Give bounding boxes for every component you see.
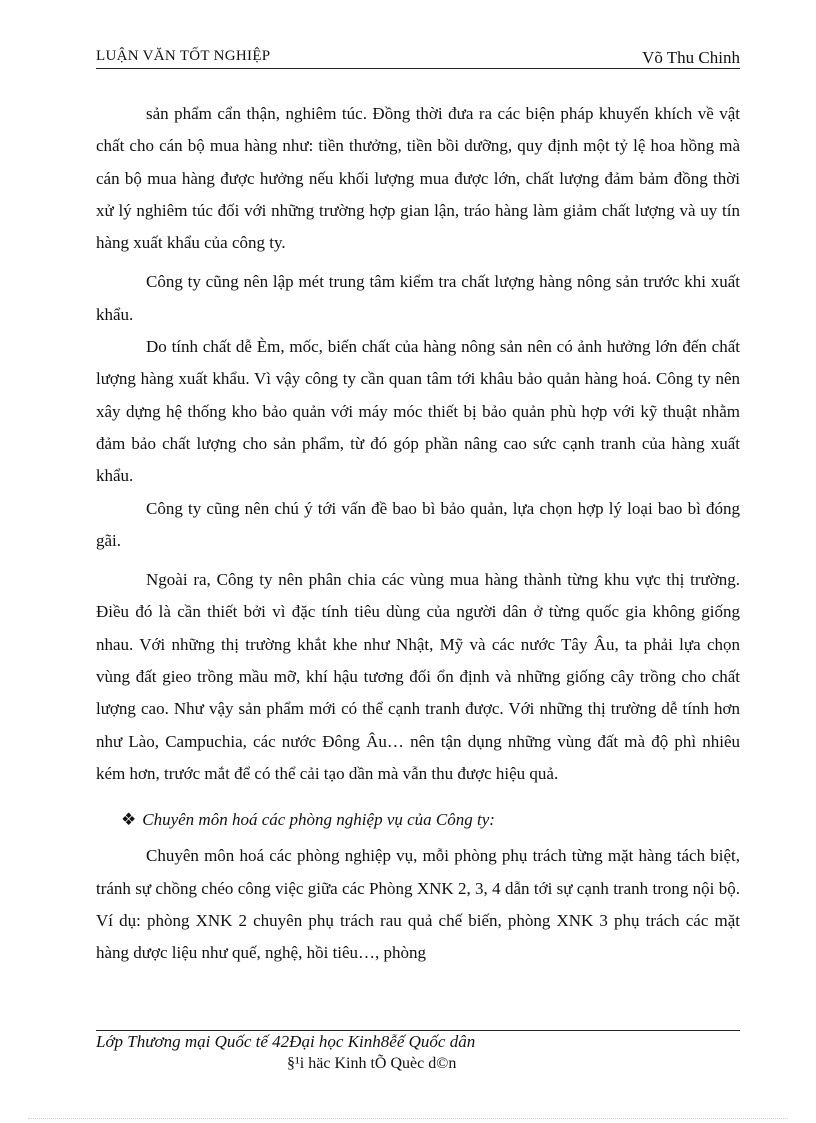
paragraph-purchasing-staff: sản phẩm cẩn thận, nghiêm túc. Đồng thời đưa ra các biện pháp khuyến khích về vật chất cho cán bộ mua hàng như: tiền thưởng, tiền bồi dưỡng, quy định một tỷ lệ hoa hồng mà cán bộ mua hàng được hưởng nếu khối lượng mua được lớn, chất lượng đảm bảm đồng thời xử lý nghiêm túc đối với những trường hợp gian lận, tráo hàng làm giảm chất lượng và uy tín hàng xuất khẩu của công ty. (96, 104, 740, 253)
page-bottom-edge (28, 1118, 788, 1119)
diamond-bullet-icon: ❖ (121, 810, 137, 830)
footer-class-line: Lớp Thương mại Quốc tế 42Đại học Kinh8ễế Quốc dân (96, 1032, 476, 1051)
paragraph-packaging: Công ty cũng nên chú ý tới vấn đề bao bì bảo quản, lựa chọn hợp lý loại bao bì đóng gãi. (96, 498, 740, 550)
footer-divider (96, 1030, 740, 1031)
footer-university-garbled: §¹i häc Kinh tÕ Quèc d©n (287, 1055, 457, 1072)
paragraph-quality-center: Công ty cũng nên lập mét trung tâm kiểm tra chất lượng hàng nông sản trước khi xuất khẩu. (96, 272, 740, 324)
header-thesis-title: LUẬN VĂN TỐT NGHIỆP (96, 48, 271, 64)
header-author-name: Võ Thu Chinh (642, 48, 740, 67)
paragraph-storage: Do tính chất dễ Èm, mốc, biến chất của hàng nông sản nên có ảnh hưởng lớn đến chất lượng hàng xuất khẩu. Vì vậy công ty cần quan tâm tới khâu bảo quản hàng hoá. Công ty nên xây dựng hệ thống kho bảo quản với máy móc thiết bị bảo quản phù hợp với kỹ thuật nhằm đảm bảo chất lượng cho sản phẩm, từ đó góp phần nâng cao sức cạnh tranh của hàng xuất khẩu. (96, 337, 740, 486)
paragraph-market-regions: Ngoài ra, Công ty nên phân chia các vùng mua hàng thành từng khu vực thị trường. Điều đó là cần thiết bởi vì đặc tính tiêu dùng của người dân ở từng quốc gia không giống nhau. Với những thị trường khắt khe như Nhật, Mỹ và các nước Tây Âu, ta phải lựa chọn vùng đất gieo trồng mầu mỡ, khí hậu tương đối ổn định và những giống cây trồng cho chất lượng cao. Như vậy sản phẩm mới có thể cạnh tranh được. Với những thị trường dễ tính hơn như Lào, Campuchia, các nước Đông Âu… nên tận dụng những vùng đất mà độ phì nhiêu kém hơn, trước mắt để có thể cải tạo dần mà vẫn thu được hiệu quả. (96, 570, 740, 783)
paragraph-specialization: Chuyên môn hoá các phòng nghiệp vụ, mỗi phòng phụ trách từng mặt hàng tách biệt, tránh sự chồng chéo công việc giữa các Phòng XNK 2, 3, 4 dẫn tới sự cạnh tranh trong nội bộ. Ví dụ: phòng XNK 2 chuyên phụ trách rau quả chế biến, phòng XNK 3 phụ trách các mặt hàng dược liệu như quế, nghệ, hồi tiêu…, phòng (96, 846, 740, 963)
bullet-heading-text: Chuyên môn hoá các phòng nghiệp vụ của Công ty: (142, 810, 495, 830)
page-header (96, 48, 740, 69)
document-body (96, 98, 740, 969)
section-bullet-heading (121, 804, 740, 836)
